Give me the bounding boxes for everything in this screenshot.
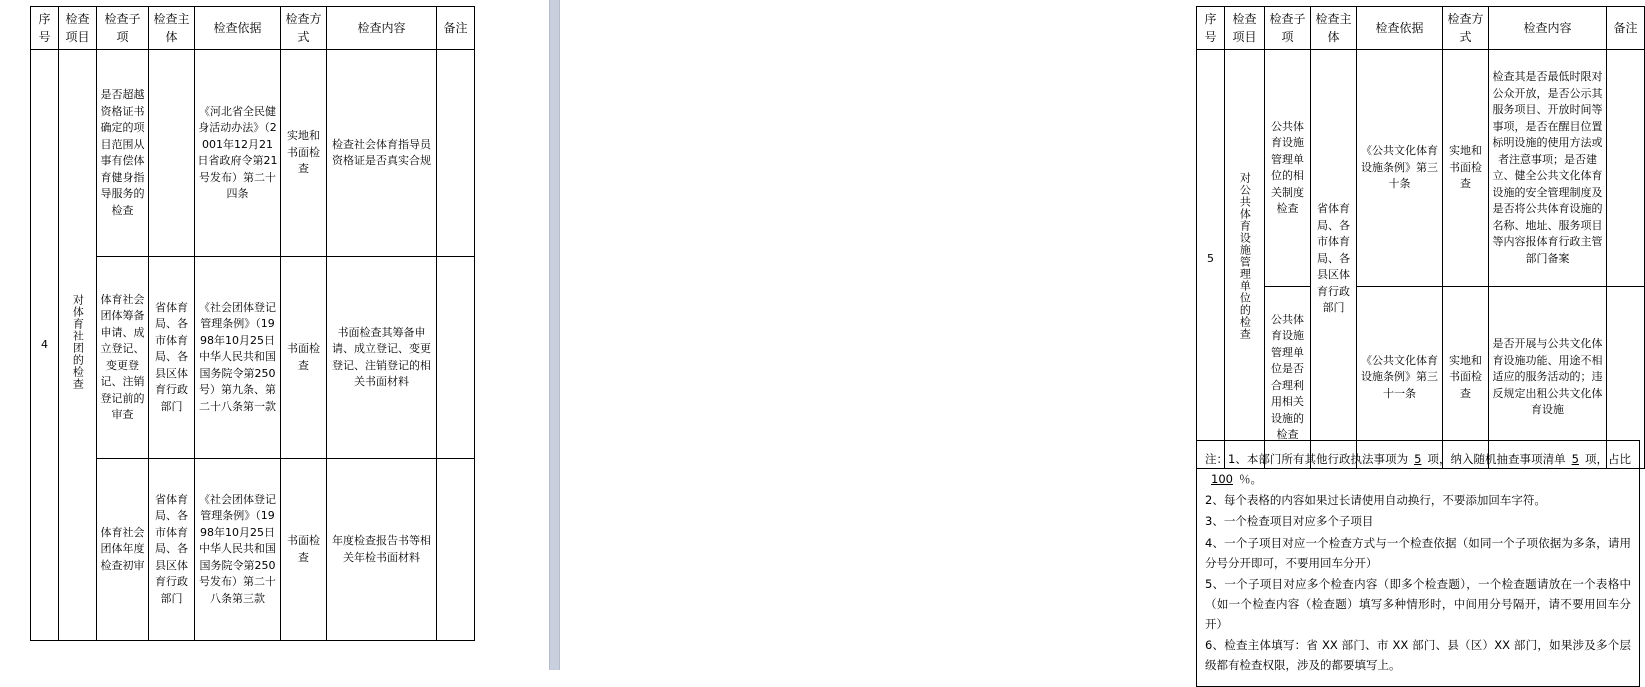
table-row bbox=[31, 257, 475, 459]
cell-basis: 《社会团体登记管理条例》（1998年10月25日中华人民共和国国务院令第250号）第九条、第二十八条第一款 bbox=[195, 257, 281, 459]
document-page-left bbox=[0, 0, 540, 670]
header-cell-seq: 序号 bbox=[31, 7, 59, 50]
cell-remark bbox=[437, 257, 475, 459]
cell-remark bbox=[1607, 50, 1645, 287]
header-cell-seq: 序号 bbox=[1197, 7, 1225, 50]
header-cell-subject: 检查主体 bbox=[1311, 7, 1357, 50]
table-row bbox=[1197, 50, 1645, 287]
inspection-table-left bbox=[30, 6, 475, 641]
document-page-right bbox=[566, 0, 1638, 673]
cell-seq-number: 5 bbox=[1197, 50, 1225, 469]
header-cell-method: 检查方式 bbox=[1443, 7, 1489, 50]
cell-subitem: 公共体育设施管理单位是否合理利用相关设施的检查 bbox=[1265, 287, 1311, 469]
header-cell-subitem: 检查子项 bbox=[97, 7, 149, 50]
note-line-3: 3、一个检查项目对应多个子项目 bbox=[1205, 514, 1374, 529]
note-1-value-percent: 100 bbox=[1211, 472, 1233, 487]
note-1-prefix: 注：1、本部门所有其他行政执法事项为 bbox=[1205, 452, 1409, 466]
note-line-2: 2、每个表格的内容如果过长请使用自动换行，不要添加回车字符。 bbox=[1205, 493, 1546, 508]
note-1-suffix: 项，占比 bbox=[1584, 452, 1632, 466]
note-line-6: 6、检查主体填写：省 XX 部门、市 XX 部门、县（区）XX 部门，如果涉及多个层级都有检查权限，涉及的都要填写上。 bbox=[1205, 638, 1631, 673]
cell-method: 实地和书面检查 bbox=[281, 50, 327, 257]
cell-remark bbox=[437, 459, 475, 641]
cell-subitem: 体育社会团体筹备申请、成立登记、变更登记、注销登记前的审查 bbox=[97, 257, 149, 459]
note-1-value-random: 5 bbox=[1571, 452, 1579, 466]
header-cell-remark: 备注 bbox=[1607, 7, 1645, 50]
table-header-row bbox=[31, 7, 475, 50]
header-cell-subject: 检查主体 bbox=[149, 7, 195, 50]
cell-basis: 《河北省全民健身活动办法》（2001年12月21日省政府令第21号发布）第二十四条 bbox=[195, 50, 281, 257]
header-cell-project: 检查项目 bbox=[1225, 7, 1265, 50]
note-1-middle: 项，纳入随机抽查事项清单 bbox=[1427, 452, 1566, 466]
cell-subitem: 体育社会团体年度检查初审 bbox=[97, 459, 149, 641]
cell-method: 实地和书面检查 bbox=[1443, 50, 1489, 287]
table-header-row bbox=[1197, 7, 1645, 50]
header-cell-remark: 备注 bbox=[437, 7, 475, 50]
cell-content: 年度检查报告书等相关年检书面材料 bbox=[327, 459, 437, 641]
cell-content: 检查其是否最低时限对公众开放，是否公示其服务项目、开放时间等事项，是否在醒目位置标明设施的使用方法或者注意事项；是否建立、健全公共文化体育设施的安全管理制度及是否将公共体育设施的名称、地址、服务项目等内容报体育行政主管部门备案 bbox=[1489, 50, 1607, 287]
cell-subject: 省体育局、各市体育局、各县区体育行政部门 bbox=[1311, 50, 1357, 469]
cell-seq-number: 4 bbox=[31, 50, 59, 641]
cell-subject bbox=[149, 50, 195, 257]
page-gutter bbox=[540, 0, 566, 670]
cell-method: 书面检查 bbox=[281, 257, 327, 459]
vertical-scrollbar[interactable] bbox=[549, 0, 560, 670]
header-cell-content: 检查内容 bbox=[1489, 7, 1607, 50]
header-cell-basis: 检查依据 bbox=[195, 7, 281, 50]
cell-project bbox=[1225, 50, 1265, 469]
table-row bbox=[31, 50, 475, 257]
note-line-1 bbox=[1205, 449, 1631, 489]
notes-box bbox=[1196, 440, 1640, 687]
cell-basis: 《公共文化体育设施条例》第三十条 bbox=[1357, 50, 1443, 287]
cell-method: 实地和书面检查 bbox=[1443, 287, 1489, 469]
cell-content: 是否开展与公共文化体育设施功能、用途不相适应的服务活动的；违反规定出租公共文化体育设施 bbox=[1489, 287, 1607, 469]
cell-remark bbox=[437, 50, 475, 257]
note-line-4: 4、一个子项目对应一个检查方式与一个检查依据（如同一个子项依据为多条，请用分号分开即可，不要用回车分开） bbox=[1205, 535, 1631, 570]
note-1-end: ％。 bbox=[1238, 472, 1262, 487]
cell-method: 书面检查 bbox=[281, 459, 327, 641]
header-cell-subitem: 检查子项 bbox=[1265, 7, 1311, 50]
cell-subitem: 是否超越资格证书确定的项目范围从事有偿体育健身指导服务的检查 bbox=[97, 50, 149, 257]
header-cell-method: 检查方式 bbox=[281, 7, 327, 50]
cell-project-text: 对体育社团的检查 bbox=[71, 294, 85, 391]
note-1-value-total: 5 bbox=[1414, 452, 1422, 466]
note-line-5: 5、一个子项目对应多个检查内容（即多个检查题），一个检查题请放在一个表格中（如一个检查内容（检查题）填写多种情形时，中间用分号隔开，请不要用回车分开） bbox=[1205, 576, 1631, 631]
cell-subject: 省体育局、各市体育局、各县区体育行政部门 bbox=[149, 257, 195, 459]
header-cell-content: 检查内容 bbox=[327, 7, 437, 50]
table-row bbox=[31, 459, 475, 641]
cell-basis: 《公共文化体育设施条例》第三十一条 bbox=[1357, 287, 1443, 469]
cell-content: 检查社会体育指导员资格证是否真实合规 bbox=[327, 50, 437, 257]
cell-content: 书面检查其筹备申请、成立登记、变更登记、注销登记的相关书面材料 bbox=[327, 257, 437, 459]
cell-basis: 《社会团体登记管理条例》（1998年10月25日中华人民共和国国务院令第250号发布）第二十八条第三款 bbox=[195, 459, 281, 641]
cell-project bbox=[59, 50, 97, 641]
header-cell-project: 检查项目 bbox=[59, 7, 97, 50]
header-cell-basis: 检查依据 bbox=[1357, 7, 1443, 50]
inspection-table-right bbox=[1196, 6, 1645, 469]
cell-project-text: 对公共体育设施管理单位的检查 bbox=[1238, 172, 1252, 341]
cell-subject: 省体育局、各市体育局、各县区体育行政部门 bbox=[149, 459, 195, 641]
cell-subitem: 公共体育设施管理单位的相关制度检查 bbox=[1265, 50, 1311, 287]
